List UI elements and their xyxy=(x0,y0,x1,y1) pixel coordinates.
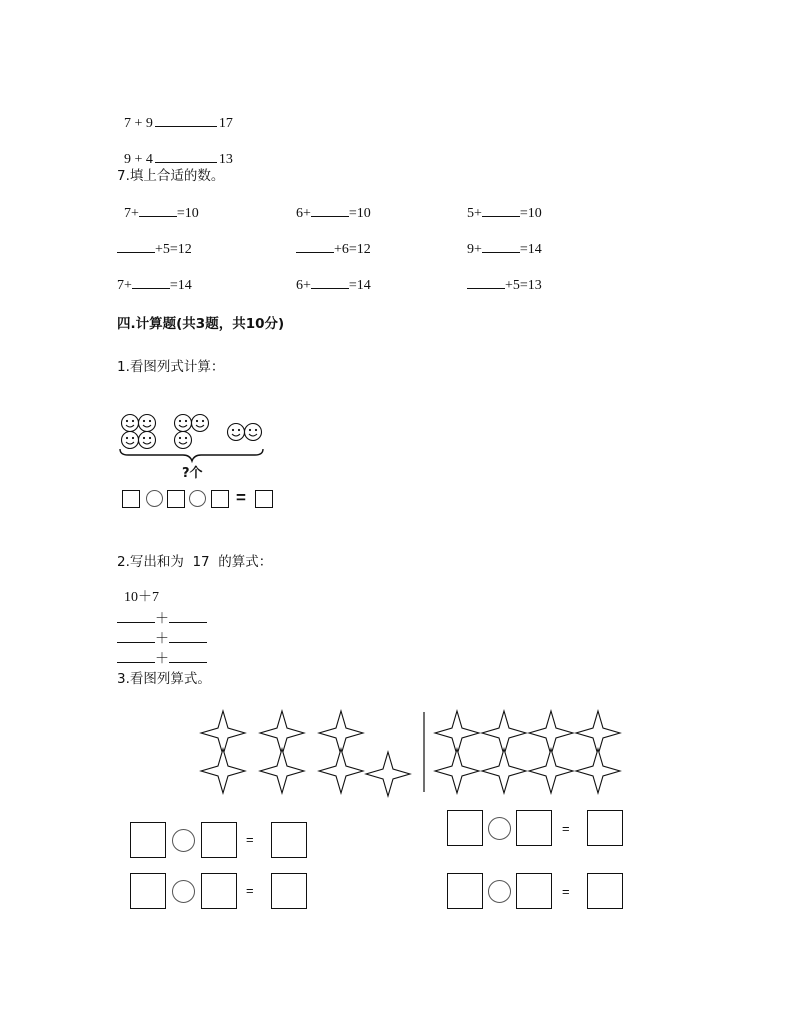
fill-item-pre: 5+ xyxy=(467,206,482,221)
compare-right: 13 xyxy=(218,152,233,167)
equals-sign: = xyxy=(246,883,254,898)
star-icon xyxy=(260,749,304,793)
operator-circle[interactable] xyxy=(172,880,195,903)
fill-item-pre: 9+ xyxy=(467,242,482,257)
q2-example: 10＋7 xyxy=(124,590,159,605)
q1-title: 1.看图列式计算： xyxy=(117,359,225,375)
answer-box[interactable] xyxy=(587,810,623,846)
compare-right: 17 xyxy=(218,116,233,131)
fill-item-pre: 6+ xyxy=(296,206,311,221)
star-icon xyxy=(482,749,526,793)
answer-box[interactable] xyxy=(271,822,307,858)
fill-item-post: +5=13 xyxy=(505,278,542,293)
compare-left: 9 + 4 xyxy=(124,152,153,167)
star-icon xyxy=(319,749,363,793)
plus-sign: ＋ xyxy=(155,632,169,647)
fill-item-post: =10 xyxy=(176,206,199,221)
answer-box[interactable] xyxy=(130,873,166,909)
star-icon xyxy=(435,749,479,793)
star-icon xyxy=(366,752,410,796)
q2-title: 2.写出和为 17 的算式： xyxy=(117,554,273,570)
fill-item-post: =10 xyxy=(348,206,371,221)
operator-circle[interactable] xyxy=(172,829,195,852)
answer-box[interactable] xyxy=(447,873,483,909)
operator-circle[interactable] xyxy=(488,880,511,903)
answer-box[interactable] xyxy=(130,822,166,858)
star-icon xyxy=(529,749,573,793)
fill-item-post: =14 xyxy=(169,278,192,293)
answer-box[interactable] xyxy=(201,873,237,909)
equals-sign: = xyxy=(562,884,570,899)
fill-item-pre: 7+ xyxy=(117,278,132,293)
star-icon xyxy=(576,749,620,793)
question-label: ?个 xyxy=(182,466,203,481)
fill-item-post: =14 xyxy=(348,278,371,293)
section-title: 四.计算题(共3题，共10分) xyxy=(117,316,285,332)
answer-box[interactable] xyxy=(516,873,552,909)
equals-sign: = xyxy=(236,488,246,507)
fill-item-pre: 6+ xyxy=(296,278,311,293)
equals-sign: = xyxy=(562,821,570,836)
compare-left: 7 + 9 xyxy=(124,116,153,131)
equals-sign: = xyxy=(246,832,254,847)
answer-box[interactable] xyxy=(587,873,623,909)
fill-item-post: =10 xyxy=(519,206,542,221)
operator-circle[interactable] xyxy=(488,817,511,840)
plus-sign: ＋ xyxy=(155,652,169,667)
fill-item-post: +6=12 xyxy=(334,242,371,257)
fill-item-post: +5=12 xyxy=(155,242,192,257)
star-icon xyxy=(201,749,245,793)
fill-item-pre: 7+ xyxy=(124,206,139,221)
answer-box[interactable] xyxy=(271,873,307,909)
q3-title: 3.看图列算式。 xyxy=(117,671,211,687)
fill-item-post: =14 xyxy=(519,242,542,257)
q7-title: 7.填上合适的数。 xyxy=(117,168,225,184)
answer-box[interactable] xyxy=(447,810,483,846)
plus-sign: ＋ xyxy=(155,612,169,627)
answer-box[interactable] xyxy=(516,810,552,846)
answer-box[interactable] xyxy=(201,822,237,858)
